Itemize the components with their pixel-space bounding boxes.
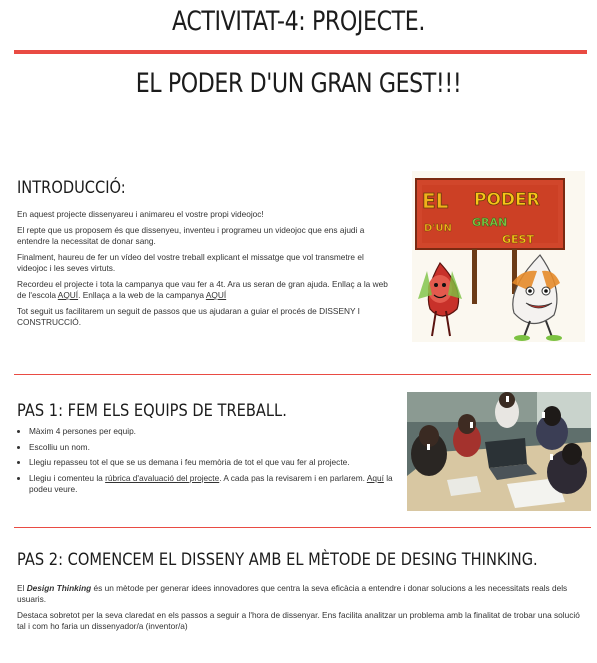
campaign-drawing-svg xyxy=(412,171,585,342)
pas2-paragraph: Destaca sobretot per la seva claredat en els passos a seguir a l'hora de dissenyar. Ens facilita analitzar un problema amb la finalitat de trobar una solució tal i com ho faria un dissenyador/a (inventor/a) xyxy=(17,610,580,631)
section-divider xyxy=(14,527,591,528)
page-subtitle: EL PODER D'UN GRAN GEST!!! xyxy=(135,68,462,99)
drawing-text: EL xyxy=(422,189,449,213)
pas2-text xyxy=(17,583,587,637)
intro-paragraph: En aquest projecte dissenyareu i animareu el vostre propi videojoc! xyxy=(17,209,264,219)
intro-paragraph: Recordeu el projecte i tota la campanya que vau fer a 4t. Ara us seran de gran ajuda. Enllaç a la web de l'escola AQUÍ. Enllaça a la web de la campanya AQUÍ xyxy=(17,279,388,300)
section-divider xyxy=(14,374,591,375)
team-photo-svg xyxy=(407,392,591,511)
pas2-heading: PAS 2: COMENCEM EL DISSENY AMB EL MÈTODE DE DESING THINKING. xyxy=(17,550,538,570)
title-divider xyxy=(14,50,587,54)
intro-paragraph: El repte que us proposem és que dissenyeu, inventeu i programeu un videojoc que ens ajudi a entendre la necessitat de donar sang. xyxy=(17,225,365,246)
campaign-drawing-image xyxy=(412,171,585,342)
page-title: ACTIVITAT-4: PROJECTE. xyxy=(172,6,425,37)
list-item: • Escolliu un nom. xyxy=(29,442,401,453)
list-item: • Llegiu i comenteu la rúbrica d'avaluació del projecte. A cada pas la revisarem i en parlarem. Aquí la podeu veure. xyxy=(29,473,401,495)
rubric-here-link[interactable]: Aquí xyxy=(366,472,384,483)
intro-paragraph: Finalment, haureu de fer un vídeo del vostre treball explicant el missatge que vol transmetre el videojoc i les seves virtuts. xyxy=(17,252,364,273)
drawing-text: GEST xyxy=(502,233,534,246)
drawing-text: D'UN xyxy=(424,223,452,234)
list-item: • Llegiu repasseu tot el que se us demana i feu memòria de tot el que vau fer al projecte. xyxy=(29,457,401,468)
drawing-text: GRAN xyxy=(472,216,508,229)
pas1-heading: PAS 1: FEM ELS EQUIPS DE TREBALL. xyxy=(17,401,287,421)
pas1-list xyxy=(17,426,401,499)
rubric-link[interactable]: rúbrica d'avaluació del projecte xyxy=(105,472,220,483)
pas2-paragraph: El Design Thinking és un mètode per generar idees innovadores que centra la seva eficàcia a entendre i donar solucions a les necessitats reals dels usuaris. xyxy=(17,583,568,604)
drawing-text: PODER xyxy=(474,190,540,210)
intro-text xyxy=(17,209,395,333)
school-web-link[interactable]: AQUÍ xyxy=(57,290,79,300)
campaign-web-link[interactable]: AQUÍ xyxy=(205,290,227,300)
team-work-photo xyxy=(407,392,591,511)
design-thinking-term: Design Thinking xyxy=(26,583,92,593)
intro-paragraph: Tot seguit us facilitarem un seguit de passos que us ajudaran a guiar el procés de DISSENY I CONSTRUCCIÓ. xyxy=(17,306,360,327)
list-item: • Màxim 4 persones per equip. xyxy=(29,426,401,437)
intro-heading: INTRODUCCIÓ: xyxy=(17,178,126,198)
